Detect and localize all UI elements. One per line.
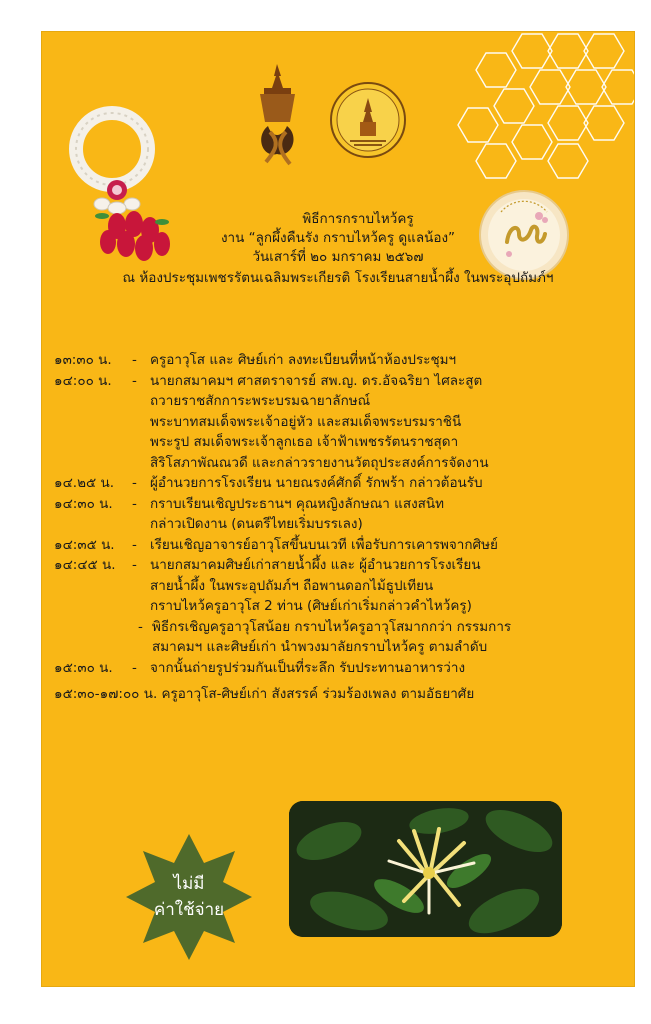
- event-venue: ณ ห้องประชุมเพชรรัตนเฉลิมพระเกียรติ โรงเรียนสายน้ำผึ้ง ในพระอุปถัมภ์ฯ: [122, 270, 554, 286]
- schedule-dash: -: [132, 659, 137, 676]
- schedule-sub-item: [138, 617, 629, 658]
- schedule-line: ผู้อำนวยการโรงเรียน นายณรงค์ศักดิ์ รักพร้า กล่าวต้อนรับ: [150, 475, 483, 491]
- sub-item-dash: -: [138, 618, 143, 635]
- schedule-time: ๑๔.๒๕ น.: [54, 475, 115, 491]
- ceremony-title: พิธีการกราบไหว้ครู: [302, 211, 414, 227]
- schedule-dash: -: [132, 475, 137, 491]
- schedule-line: เรียนเชิญอาจารย์อาวุโสขึ้นบนเวที เพื่อรับการเคารพจากศิษย์: [150, 536, 498, 553]
- schedule-row: [54, 535, 629, 556]
- event-poster: [42, 32, 634, 986]
- schedule-line: กราบไหว้ครูอาวุโส 2 ท่าน (ศิษย์เก่าเริ่มกล่าวคำไหว้ครู): [150, 598, 472, 614]
- schedule-line: นายกสมาคมฯ ศาสตราจารย์ สพ.ญ. ดร.อัจฉริยา ไศละสูต: [150, 372, 483, 389]
- schedule-text: [150, 555, 629, 617]
- sub-item-line: พิธีกรเชิญครูอาวุโสน้อย กราบไหว้ครูอาวุโสมากกว่า กรรมการ: [152, 618, 512, 635]
- alumni-association-logo: [330, 82, 406, 158]
- schedule-row: [54, 658, 629, 679]
- schedule-dash: -: [132, 495, 137, 512]
- event-heading: [42, 210, 634, 288]
- schedule-line: พระบาทสมเด็จพระเจ้าอยู่หัว และสมเด็จพระบรมราชินี: [150, 413, 462, 430]
- schedule-text: [150, 371, 629, 474]
- schedule-row: [54, 494, 629, 535]
- schedule-text: จากนั้นถ่ายรูปร่วมกันเป็นที่ระลึก รับประทานอาหารว่าง: [150, 659, 466, 676]
- royal-emblem-icon: [250, 62, 305, 172]
- schedule-line: กล่าวเปิดงาน (ดนตรีไทยเริ่มบรรเลง): [150, 516, 363, 532]
- schedule-time: ๑๔:๔๕ น.: [54, 557, 116, 573]
- event-date: วันเสาร์ที่ ๒๐ มกราคม ๒๕๖๗: [252, 249, 424, 265]
- free-of-charge-badge: [124, 832, 254, 962]
- schedule-dash: -: [132, 536, 137, 553]
- honeycomb-decoration: [434, 32, 634, 182]
- schedule-line: นายกสมาคมศิษย์เก่าสายน้ำผึ้ง และ ผู้อำนวยการโรงเรียน: [150, 557, 481, 573]
- schedule-line: ถวายราชสักการะพระบรมฉายาลักษณ์: [150, 393, 371, 409]
- schedule-time: ๑๔:๐๐ น.: [54, 372, 112, 389]
- schedule-text: [150, 494, 629, 535]
- schedule-time: ๑๔:๓๕ น.: [54, 536, 115, 553]
- schedule-time: ๑๕:๓๐ น.: [54, 659, 113, 676]
- schedule-dash: -: [132, 352, 137, 368]
- schedule-row: [54, 473, 629, 494]
- honeysuckle-flower-photo: [289, 801, 562, 937]
- schedule-time: ๑๓:๓๐ น.: [54, 352, 112, 368]
- schedule-line: พระรูป สมเด็จพระเจ้าลูกเธอ เจ้าฟ้าเพชรรัตนราชสุดา: [150, 434, 459, 450]
- sub-item-line: สมาคมฯ และศิษย์เก่า นำพวงมาลัยกราบไหว้ครู ตามลำดับ: [152, 639, 488, 655]
- schedule-time: ๑๔:๓๐ น.: [54, 495, 113, 512]
- schedule-row: [54, 350, 629, 371]
- schedule-row: [54, 371, 629, 474]
- schedule-line: สิริโสภาพัณณวดี และกล่าวรายงานวัตถุประสงค์การจัดงาน: [150, 454, 489, 471]
- schedule-text: [150, 535, 629, 556]
- schedule-line: ครูอาวุโส และ ศิษย์เก่า ลงทะเบียนที่หน้าห้องประชุมฯ: [150, 352, 457, 368]
- badge-line-2: ค่าใช้จ่าย: [153, 900, 225, 920]
- schedule-row: [54, 555, 629, 617]
- schedule-line: กราบเรียนเชิญประธานฯ คุณหญิงลักษณา แสงสนิท: [150, 495, 445, 512]
- event-name: งาน “ลูกผึ้งคืนรัง กราบไหว้ครู ดูแลน้อง”: [220, 230, 456, 246]
- schedule-line: สายน้ำผึ้ง ในพระอุปถัมภ์ฯ ถือพานดอกไม้ธูปเทียน: [150, 577, 434, 594]
- schedule-dash: -: [132, 372, 137, 389]
- schedule-text: [150, 350, 629, 371]
- schedule-list: [54, 350, 629, 705]
- badge-line-1: ไม่มี: [173, 874, 205, 894]
- schedule-text: [150, 473, 629, 494]
- schedule-dash: -: [132, 557, 137, 573]
- closing-schedule-line: ๑๕:๓๐-๑๗:๐๐ น. ครูอาวุโส-ศิษย์เก่า สังสรรค์ ร่วมร้องเพลง ตามอัธยาศัย: [54, 686, 475, 702]
